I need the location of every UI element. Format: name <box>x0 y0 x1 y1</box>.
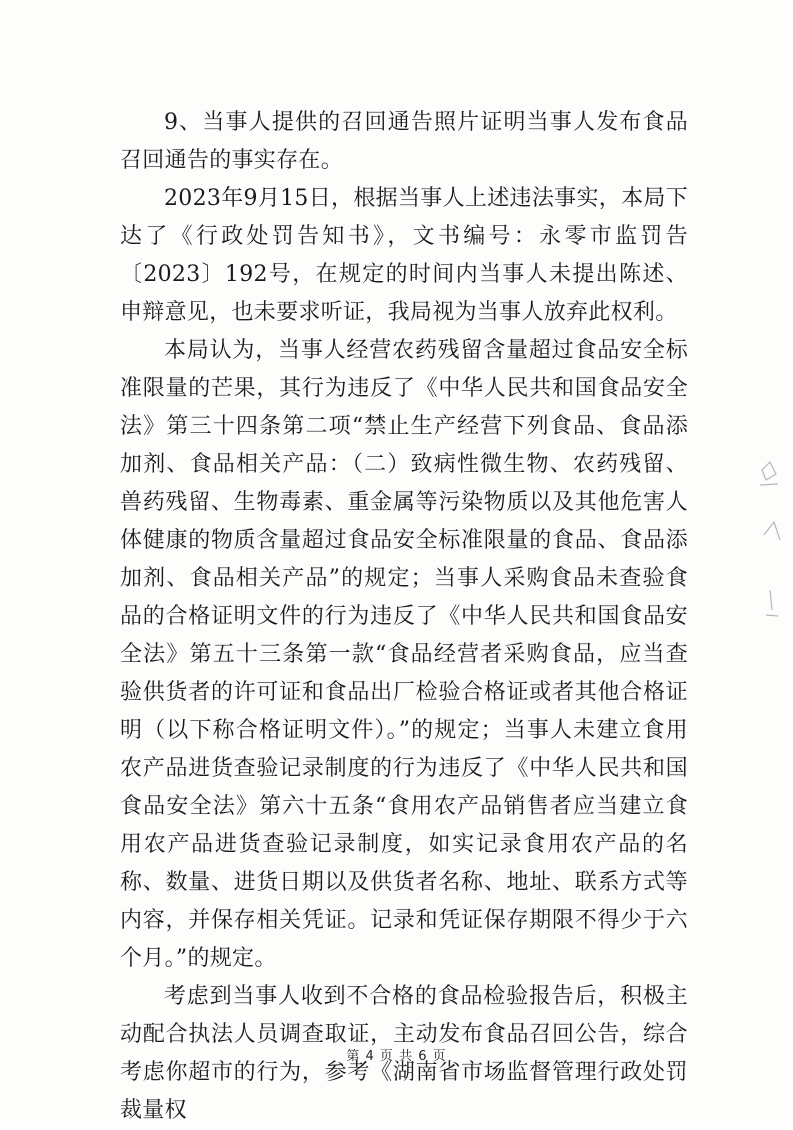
binding-stamp-marks <box>752 440 792 640</box>
paragraph-penalty-notice: 2023年9月15日，根据当事人上述违法事实，本局下达了《行政处罚告知书》，文书编号：永零市监罚告〔2023〕192号，在规定的时间内当事人未提出陈述、申辩意见，也未要求听证，我局视为当事人放弃此权利。 <box>120 186 688 325</box>
page-number-footer: 第 4 页 共 6 页 <box>346 1049 447 1064</box>
document-body <box>120 104 688 1130</box>
paragraph-considerations: 考虑到当事人收到不合格的食品检验报告后，积极主动配合执法人员调查取证，主动发布食品召回公告，综合考虑你超市的行为，参考《湖南省市场监督管理行政处罚裁量权 <box>120 984 688 1123</box>
paragraph-recall-notice: 9、当事人提供的召回通告照片证明当事人发布食品召回通告的事实存在。 <box>120 110 688 173</box>
paragraph-legal-finding: 本局认为，当事人经营农药残留含量超过食品安全标准限量的芒果，其行为违反了《中华人民共和国食品安全法》第三十四条第二项“禁止生产经营下列食品、食品添加剂、食品相关产品：（二）致病性微生物、农药残留、兽药残留、生物毒素、重金属等污染物质以及其他危害人体健康的物质含量超过食品安全标准限量的食品、食品添加剂、食品相关产品”的规定；当事人采购食品未查验食品的合格证明文件的行为违反了《中华人民共和国食品安全法》第五十三条第一款“食品经营者采购食品，应当查验供货者的许可证和食品出厂检验合格证或者其他合格证明（以下称合格证明文件）。”的规定；当事人未建立食用农产品进货查验记录制度的行为违反了《中华人民共和国食品安全法》第六十五条“食用农产品销售者应当建立食用农产品进货查验记录制度，如实记录食用农产品的名称、数量、进货日期以及供货者名称、地址、联系方式等内容，并保存相关凭证。记录和凭证保存期限不得少于六个月。”的规定。 <box>120 338 688 971</box>
